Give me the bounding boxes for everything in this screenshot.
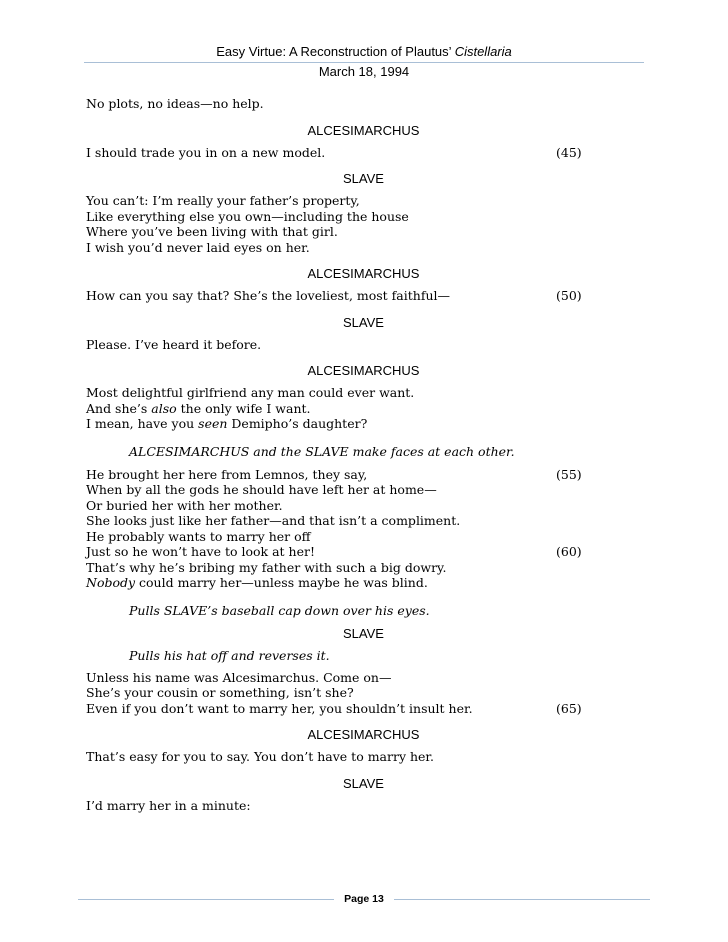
line-text: Demipho’s daughter?: [227, 416, 368, 431]
dialogue-line: [86, 240, 586, 256]
script-body: [86, 96, 586, 813]
line-text: She’s your cousin or something, isn’t she?: [86, 685, 354, 700]
dialogue-line: [86, 560, 586, 576]
speaker-name: SLAVE: [343, 171, 384, 186]
running-header-title: [0, 44, 728, 59]
dialogue-line: [86, 701, 586, 717]
line-text: She looks just like her father—and that isn’t a compliment.: [86, 513, 461, 528]
line-text: He brought her here from Lemnos, they say,: [86, 466, 368, 482]
line-text: Just so he won’t have to look at her!: [86, 544, 316, 559]
speaker-name: SLAVE: [343, 625, 384, 641]
line-text: How can you say that? She’s the loveliest, most faithful—: [86, 288, 451, 303]
dialogue-line: [86, 467, 586, 483]
line-text: the only wife I want.: [176, 400, 311, 416]
dialogue-line: [86, 482, 586, 498]
line-text: Even if you don’t want to marry her, you shouldn’t insult her.: [86, 700, 473, 716]
speaker-name: SLAVE: [343, 314, 384, 330]
speaker-name: ALCESIMARCHUS: [307, 122, 420, 138]
line-text: Unless his name was Alcesimarchus. Come on—: [86, 669, 392, 685]
dialogue-line: [86, 209, 586, 225]
speaker-name: ALCESIMARCHUS: [307, 266, 420, 281]
line-text: Please. I’ve heard it before.: [86, 336, 262, 352]
dialogue-line: [86, 224, 586, 240]
dialogue-line: [86, 337, 586, 353]
line-text: I should trade you in on a new model.: [86, 144, 326, 160]
speaker-name: ALCESIMARCHUS: [307, 363, 420, 378]
footer-divider-right: [394, 899, 650, 900]
emphasis-text: Nobody: [86, 575, 136, 590]
dialogue-line: [86, 575, 586, 591]
dialogue-line: [86, 670, 586, 686]
header-title-italic: Cistellaria: [454, 44, 512, 59]
line-number: (55): [556, 466, 582, 482]
line-text: Most delightful girlfriend any man could ever want.: [86, 385, 415, 400]
dialogue-line: [86, 385, 586, 401]
dialogue-line: [86, 96, 586, 112]
dialogue-line: [86, 529, 586, 545]
emphasis-text: also: [151, 400, 177, 416]
line-text: could marry her—unless maybe he was blind.: [135, 575, 428, 590]
speaker-name: ALCESIMARCHUS: [307, 727, 420, 742]
line-text: And she’s: [86, 400, 152, 416]
line-text: You can’t: I’m really your father’s property,: [86, 193, 360, 208]
stage-direction: Pulls his hat off and reverses it.: [129, 647, 330, 663]
dialogue-line: [86, 798, 586, 814]
line-text: When by all the gods he should have left her at home—: [86, 482, 437, 497]
dialogue-line: [86, 685, 586, 701]
speaker-name: SLAVE: [343, 775, 384, 791]
line-text: Or buried her with her mother.: [86, 497, 283, 513]
dialogue-line: [86, 498, 586, 514]
line-text: I’d marry her in a minute:: [86, 797, 251, 813]
line-number: (50): [556, 288, 582, 303]
stage-direction: ALCESIMARCHUS and the SLAVE make faces at each other.: [129, 443, 515, 459]
line-number: (60): [556, 544, 582, 559]
header-title-text: Easy Virtue: A Reconstruction of Plautus’: [216, 44, 455, 59]
dialogue-line: [86, 401, 586, 417]
line-text: That’s easy for you to say. You don’t have to marry her.: [86, 749, 435, 764]
page-number: Page 13: [344, 893, 384, 905]
dialogue-line: [86, 288, 586, 304]
line-text: I wish you’d never laid eyes on her.: [86, 239, 310, 255]
line-number: (45): [556, 144, 582, 160]
line-text: No plots, no ideas—no help.: [86, 96, 264, 111]
footer-divider-left: [78, 899, 334, 900]
stage-direction: Pulls SLAVE’s baseball cap down over his eyes.: [129, 602, 430, 618]
line-number: (65): [556, 700, 582, 716]
line-text: Where you’ve been living with that girl.: [86, 224, 338, 239]
dialogue-line: [86, 193, 586, 209]
dialogue-line: [86, 749, 586, 765]
emphasis-text: seen: [198, 416, 228, 431]
header-divider: [84, 62, 644, 63]
dialogue-line: [86, 544, 586, 560]
header-date: March 18, 1994: [318, 64, 410, 79]
dialogue-line: [86, 145, 586, 161]
line-text: He probably wants to marry her off: [86, 528, 311, 544]
line-text: Like everything else you own—including the house: [86, 208, 409, 224]
dialogue-line: [86, 513, 586, 529]
dialogue-line: [86, 416, 586, 432]
line-text: I mean, have you: [86, 416, 199, 431]
line-text: That’s why he’s bribing my father with such a big dowry.: [86, 559, 447, 575]
